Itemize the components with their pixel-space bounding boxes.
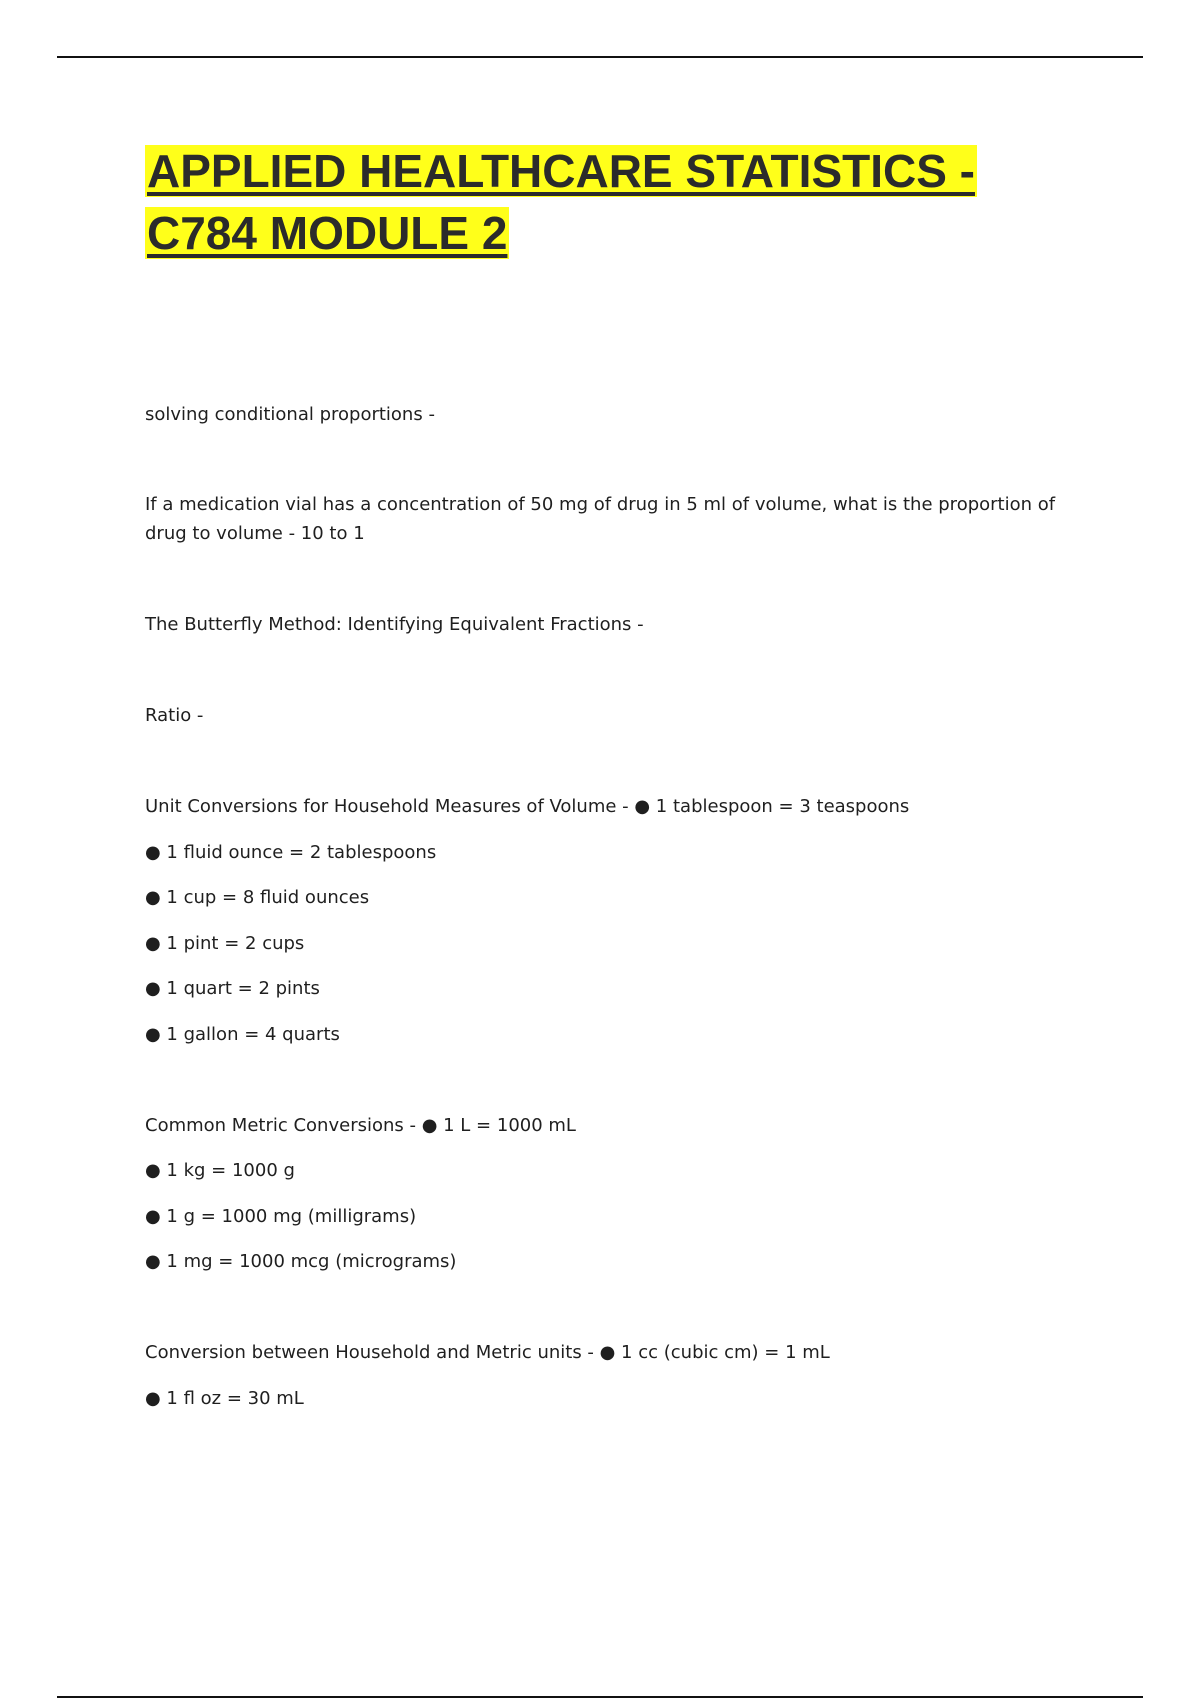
household-conversions-heading: Unit Conversions for Household Measures of Volume - ● 1 tablespoon = 3 teaspoons xyxy=(145,796,910,817)
question-butterfly-method: The Butterfly Method: Identifying Equivalent Fractions - xyxy=(145,614,644,635)
metric-conversions-heading: Common Metric Conversions - ● 1 L = 1000 mL xyxy=(145,1115,576,1136)
list-item: ● 1 quart = 2 pints xyxy=(145,978,320,999)
list-item: ● 1 pint = 2 cups xyxy=(145,933,305,954)
title-line-1: APPLIED HEALTHCARE STATISTICS - xyxy=(147,145,975,197)
list-item: ● 1 mg = 1000 mcg (micrograms) xyxy=(145,1251,457,1272)
list-item: ● 1 fluid ounce = 2 tablespoons xyxy=(145,842,437,863)
list-item: ● 1 cup = 8 fluid ounces xyxy=(145,887,370,908)
page-top-rule xyxy=(57,56,1143,58)
list-item: ● 1 kg = 1000 g xyxy=(145,1160,295,1181)
title-line-2: C784 MODULE 2 xyxy=(147,207,508,259)
list-item: ● 1 gallon = 4 quarts xyxy=(145,1024,340,1045)
document-title xyxy=(145,140,1045,264)
list-item: ● 1 fl oz = 30 mL xyxy=(145,1388,304,1409)
question-medication-vial: If a medication vial has a concentration of 50 mg of drug in 5 ml of volume, what is the proportion of drug to volume - 10 to 1 xyxy=(145,494,1056,544)
list-item: ● 1 g = 1000 mg (milligrams) xyxy=(145,1206,417,1227)
household-metric-heading: Conversion between Household and Metric units - ● 1 cc (cubic cm) = 1 mL xyxy=(145,1342,830,1363)
page-bottom-rule xyxy=(57,1696,1143,1698)
question-ratio: Ratio - xyxy=(145,705,204,726)
question-conditional-proportions: solving conditional proportions - xyxy=(145,404,435,425)
